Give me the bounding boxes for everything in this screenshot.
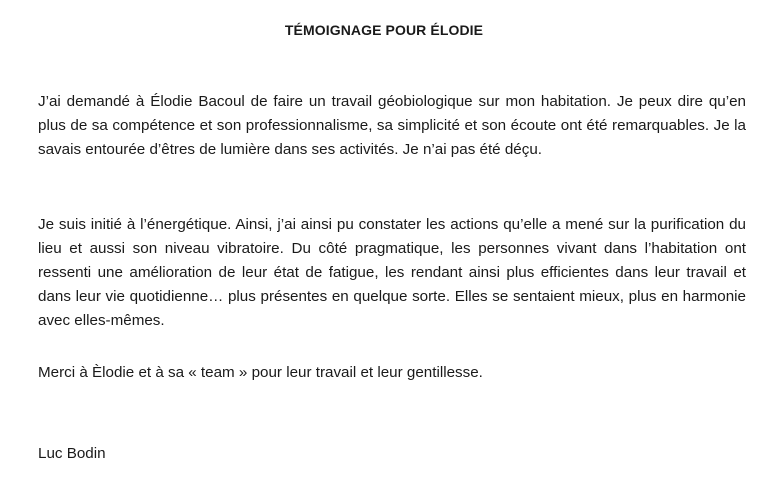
signature: Luc Bodin — [38, 445, 106, 462]
document-title: TÉMOIGNAGE POUR ÉLODIE — [284, 22, 484, 38]
paragraph-intro: J’ai demandé à Élodie Bacoul de faire un travail géobiologique sur mon habitation. Je peux dire qu’en plus de sa compétence et son professionnalisme, sa simplicité et son écoute ont été remarquables. Je la savais entourée d’êtres de lumière dans ses activités. Je n’ai pas été déçu. — [38, 93, 746, 158]
paragraph-thanks: Merci à Èlodie et à sa « team » pour leur travail et leur gentillesse. — [38, 364, 483, 381]
paragraph-energetics: Je suis initié à l’énergétique. Ainsi, j’ai ainsi pu constater les actions qu’elle a mené sur la purification du lieu et aussi son niveau vibratoire. Du côté pragmatique, les personnes vivant dans l’habitation ont ressenti une amélioration de leur état de fatigue, les rendant ainsi plus efficientes dans leur travail et dans leur vie quotidienne… plus présentes en quelque sorte. Elles se sentaient mieux, plus en harmonie avec elles-mêmes. — [38, 216, 746, 329]
